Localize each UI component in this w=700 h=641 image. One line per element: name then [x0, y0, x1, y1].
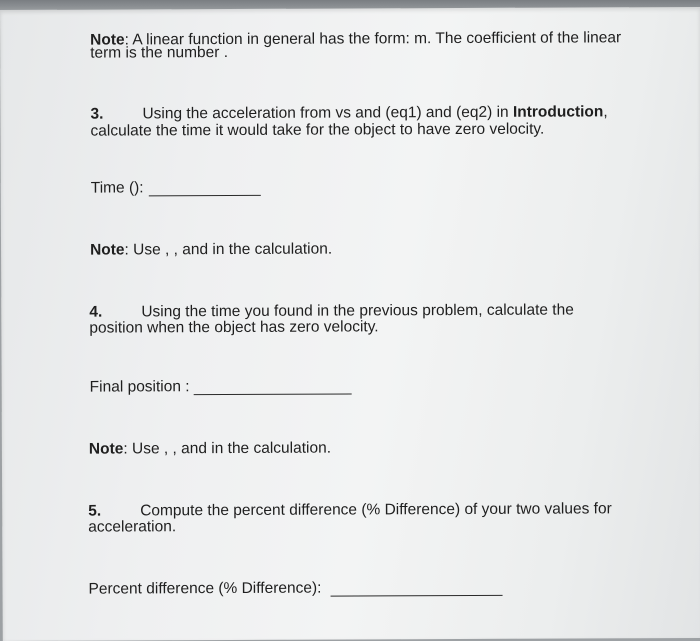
question-3-number: 3.	[90, 105, 104, 123]
question-5-text: Compute the percent difference (% Difference) of your two values for	[140, 500, 612, 520]
question-3-text: Using the acceleration from vs and (eq1) and (eq2) in	[142, 103, 513, 123]
question-4-line2: position when the object has zero velocity.	[89, 318, 379, 337]
percent-difference-answer-line[interactable]	[331, 595, 503, 597]
final-position-answer-line[interactable]	[194, 393, 352, 395]
note-text: : Use , , and in the calculation.	[123, 439, 332, 458]
note-text: : A linear function in general has the form: m. The coefficient of the linear	[124, 29, 622, 49]
question-4-text: Using the time you found in the previous problem, calculate the	[141, 301, 574, 321]
question-3-line2: calculate the time it would take for the object to have zero velocity.	[90, 120, 545, 140]
note-label: Note	[90, 31, 125, 49]
note-text: : Use , , and in the calculation.	[124, 240, 333, 259]
question-5-line2: acceleration.	[88, 518, 177, 536]
note-q4-calculation	[89, 440, 331, 459]
question-5-number: 5.	[88, 502, 102, 520]
question-4-number: 4.	[89, 303, 103, 321]
note-q3-calculation	[90, 241, 332, 260]
question-3-punct: ,	[603, 103, 608, 121]
note-linear-function-line2: term is the number .	[90, 44, 229, 62]
final-position-label: Final position :	[89, 378, 190, 396]
note-label: Note	[90, 241, 125, 259]
time-answer-line[interactable]	[149, 195, 261, 196]
introduction-reference: Introduction	[512, 103, 604, 121]
time-answer-label: Time ():	[90, 179, 144, 197]
worksheet-page	[0, 7, 700, 641]
note-label: Note	[88, 440, 124, 458]
percent-difference-label: Percent difference (% Difference):	[88, 579, 322, 598]
